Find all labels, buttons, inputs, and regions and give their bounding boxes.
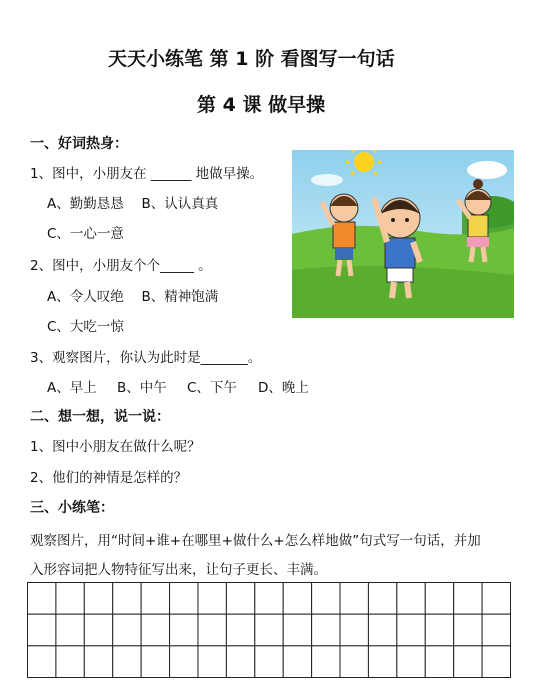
grid-cell[interactable] [113, 583, 141, 615]
section-2-heading: 二、想一想，说一说： [30, 409, 170, 425]
grid-cell[interactable] [198, 646, 226, 678]
grid-cell[interactable] [255, 614, 283, 646]
grid-cell[interactable] [368, 614, 396, 646]
grid-cell[interactable] [226, 583, 254, 615]
grid-cell[interactable] [454, 614, 482, 646]
grid-cell[interactable] [141, 646, 169, 678]
q3-stem: 3、观察图片，你认为此时是_______。 [30, 350, 262, 366]
q3-option-c: C、下午 [187, 380, 237, 396]
section-1-heading: 一、好词热身： [30, 136, 128, 152]
grid-cell[interactable] [397, 646, 425, 678]
grid-cell[interactable] [283, 646, 311, 678]
grid-cell[interactable] [397, 583, 425, 615]
grid-cell[interactable] [28, 583, 56, 615]
grid-cell[interactable] [340, 583, 368, 615]
lesson-title: 第 4 课 做早操 [197, 94, 326, 116]
worksheet-title: 天天小练笔 第 1 阶 看图写一句话 [108, 48, 395, 70]
q2-options-1: A、令人叹绝 B、精神饱满 [47, 289, 219, 305]
grid-cell[interactable] [84, 583, 112, 615]
grid-cell[interactable] [482, 583, 510, 615]
sec2-q2: 2、他们的神情是怎样的？ [30, 470, 188, 486]
q3-option-a: A、早上 [47, 380, 97, 396]
grid-cell[interactable] [141, 583, 169, 615]
grid-cell[interactable] [368, 583, 396, 615]
q1-options-2: C、一心一意 [47, 226, 124, 242]
grid-cell[interactable] [198, 583, 226, 615]
grid-cell[interactable] [312, 583, 340, 615]
grid-cell[interactable] [198, 614, 226, 646]
grid-cell[interactable] [170, 646, 198, 678]
grid-cell[interactable] [84, 646, 112, 678]
grid-cell[interactable] [255, 583, 283, 615]
grid-cell[interactable] [425, 646, 453, 678]
grid-cell[interactable] [368, 646, 396, 678]
sec2-q1: 1、图中小朋友在做什么呢？ [30, 439, 201, 455]
q1-stem: 1、图中，小朋友在 ______ 地做早操。 [30, 166, 264, 182]
grid-cell[interactable] [340, 646, 368, 678]
sec3-instruction-1: 观察图片，用“时间+谁+在哪里+做什么+怎么样地做”句式写一句话，并加 [30, 533, 481, 549]
grid-cell[interactable] [170, 583, 198, 615]
q3-option-b: B、中午 [117, 380, 167, 396]
grid-cell[interactable] [482, 646, 510, 678]
grid-cell[interactable] [56, 583, 84, 615]
grid-cell[interactable] [454, 583, 482, 615]
grid-cell[interactable] [170, 614, 198, 646]
grid-cell[interactable] [84, 614, 112, 646]
grid-cell[interactable] [425, 583, 453, 615]
q1-options-1: A、勤勤恳恳 B、认认真真 [47, 196, 219, 212]
grid-cell[interactable] [340, 614, 368, 646]
grid-cell[interactable] [28, 614, 56, 646]
q2-options-2: C、大吃一惊 [47, 319, 124, 335]
grid-cell[interactable] [113, 646, 141, 678]
writing-grid[interactable] [27, 582, 511, 678]
grid-cell[interactable] [312, 614, 340, 646]
grid-cell[interactable] [56, 646, 84, 678]
grid-cell[interactable] [283, 583, 311, 615]
grid-cell[interactable] [482, 614, 510, 646]
grid-cell[interactable] [255, 646, 283, 678]
morning-exercise-illustration [292, 150, 514, 318]
grid-cell[interactable] [141, 614, 169, 646]
cloud [467, 161, 507, 179]
grid-cell[interactable] [397, 614, 425, 646]
grid-cell[interactable] [113, 614, 141, 646]
cloud [311, 174, 343, 186]
grid-cell[interactable] [425, 614, 453, 646]
grid-cell[interactable] [454, 646, 482, 678]
q3-option-d: D、晚上 [258, 380, 309, 396]
grid-cell[interactable] [56, 614, 84, 646]
grid-cell[interactable] [226, 646, 254, 678]
grid-cell[interactable] [28, 646, 56, 678]
grid-cell[interactable] [312, 646, 340, 678]
section-3-heading: 三、小练笔： [30, 500, 114, 516]
sec3-instruction-2: 入形容词把人物特征写出来，让句子更长、丰满。 [30, 562, 327, 578]
grid-cell[interactable] [226, 614, 254, 646]
grid-cell[interactable] [283, 614, 311, 646]
q2-stem: 2、图中，小朋友个个_____ 。 [30, 258, 212, 274]
